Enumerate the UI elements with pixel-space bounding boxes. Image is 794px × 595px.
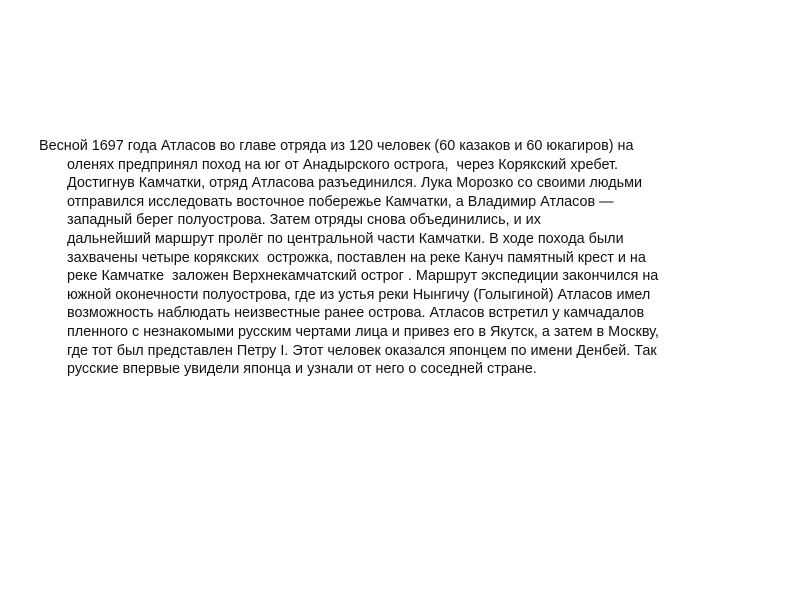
paragraph-line: оленях предпринял поход на юг от Анадырского острога, через Корякский хребет. [67, 156, 618, 173]
paragraph-line: Достигнув Камчатки, отряд Атласова разъединился. Лука Морозко со своими людьми [67, 175, 643, 192]
paragraph-line: отправился исследовать восточное побережье Камчатки, а Владимир Атласов — [67, 193, 614, 210]
paragraph-line: русские впервые увидели японца и узнали от него о соседней стране. [67, 361, 537, 378]
body-paragraph [39, 137, 759, 379]
paragraph-line: Весной 1697 года Атласов во главе отряда из 120 человек (60 казаков и 60 юкагиров) на [39, 138, 634, 154]
paragraph-line: пленного с незнакомыми русским чертами лица и привез его в Якутск, а затем в Москву, [67, 323, 659, 340]
paragraph-line: где тот был представлен Петру I. Этот человек оказался японцем по имени Денбей. Так [67, 342, 657, 359]
paragraph-line: возможность наблюдать неизвестные ранее острова. Атласов встретил у камчадалов [67, 305, 645, 322]
paragraph-line: дальнейший маршрут пролёг по центральной части Камчатки. В ходе похода были [67, 230, 624, 247]
paragraph-line: южной оконечности полуострова, где из устья реки Нынгичу (Голыгиной) Атласов имел [67, 286, 651, 303]
paragraph-line: реке Камчатке заложен Верхнекамчатский острог . Маршрут экспедиции закончился на [67, 268, 659, 285]
paragraph-line: западный берег полуострова. Затем отряды снова объединились, и их [67, 212, 541, 229]
paragraph-line: захвачены четыре корякских острожка, поставлен на реке Кануч памятный крест и на [67, 249, 646, 266]
